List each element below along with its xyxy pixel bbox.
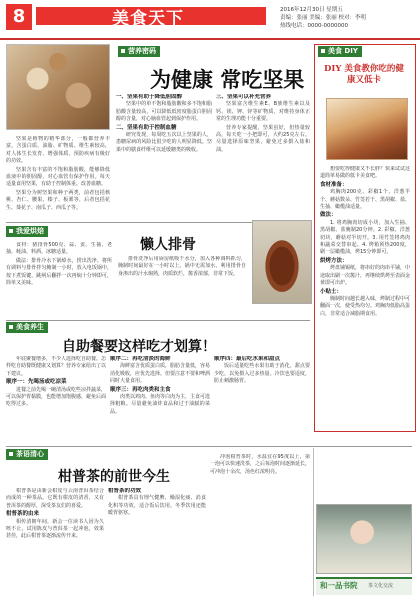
page-number: 8 xyxy=(6,4,32,30)
tag-baking: 我爱烘焙 xyxy=(6,226,48,237)
section-title: 美食天下 xyxy=(112,9,184,29)
ad-subtitle: 茶文化交流 xyxy=(368,583,394,589)
header-meta xyxy=(280,6,416,30)
health-para: 肉类以鸡肉、鱼肉等白肉为主，主食可选择粗粮。尽量避免油炸食品和过于油腻的菜品。 xyxy=(110,394,210,415)
ad-title: 和一品书院 xyxy=(320,581,358,590)
tea-column-2 xyxy=(108,488,206,594)
tea-column-1 xyxy=(6,488,104,594)
health-subhead: 顺序二：再吃清淡的海鲜 xyxy=(110,356,171,362)
nuts-para: 坚果含有丰富的不饱和脂肪酸，能够降低血液中的胆固醇，对心血管有保护作用。每天适量食用坚果，有助于控制体重、改善血糖。 xyxy=(6,166,110,188)
nuts-subhead: 三、坚果可以补充营养 xyxy=(216,94,272,100)
baking-headline: 懒人排骨 xyxy=(140,237,196,253)
nuts-column-1 xyxy=(6,136,110,240)
diy-subhead: 小贴士： xyxy=(320,288,343,295)
diy-subhead: 烘烤方法： xyxy=(320,257,348,264)
diy-subhead: 食材准备： xyxy=(320,181,348,188)
health-subhead: 顺序一：先喝汤或吃凉菜 xyxy=(6,379,67,386)
baking-ingredients: 食材：猪排骨500克、蒜、姜、生抽、老抽、蚝油、料酒、冰糖适量。 xyxy=(6,242,112,256)
nuts-subhead: 二、坚果有助于控制血糖 xyxy=(116,124,177,131)
tag-diy: 美食 DIY xyxy=(318,46,362,57)
health-subhead: 顺序三：再吃肉类和主食 xyxy=(110,386,171,393)
diy-subhead: 做法： xyxy=(320,212,337,219)
tea-column-3 xyxy=(210,454,310,594)
health-column-2 xyxy=(110,356,210,444)
diy-intro: 想要吃得健康又不长胖？快来试试这道简单易做的低卡美食吧。 xyxy=(320,166,410,180)
divider xyxy=(6,320,310,321)
page-header xyxy=(0,0,420,40)
health-headline: 自助餐要这样吃才划算！ xyxy=(62,339,216,355)
nuts-para: 坚果分为树坚果和种子两类，前者包括核桃、杏仁、腰果、榛子、板栗等，后者包括花生、葵花子、南瓜子、西瓜子等。 xyxy=(6,189,110,211)
baking-notes: 排骨洗净后用厨房纸吸干水分，加入各种调料抓匀，腌制时间最好在一小时以上。锅中无需加水，利用排骨自身渗出的汁水焖熟，肉质软烂，酱香浓郁，非常下饭。 xyxy=(118,256,246,277)
tea-para: 柑普茶具有理气健脾、燥湿化痰、消食化积等功效，适合饭后饮用。冬季饮用还能暖胃驱寒。 xyxy=(108,495,206,517)
health-para: 海鲜富含优质蛋白质，脂肪含量低，容易消化吸收，应优先选择。但要注意不要和啤酒同时大量食用。 xyxy=(110,363,210,385)
header-editors: 责编：张丽 美编：张丽 校对：李明 xyxy=(280,15,366,21)
nuts-para: 研究发现，每周吃五次以上坚果的人，患糖尿病的风险比很少吃的人明显降低。坚果中的膳食纤维可以延缓糖类的吸收。 xyxy=(116,132,212,153)
health-column-3 xyxy=(214,356,310,444)
skewer-photo xyxy=(326,98,408,160)
nuts-photo xyxy=(6,44,110,130)
tag-nutrition: 营养密码 xyxy=(118,46,160,57)
baking-column-2 xyxy=(118,256,246,318)
tea-headline: 柑普茶的前世今生 xyxy=(58,469,170,485)
diy-tip: 腌制时间越长越入味，烤制过程中可翻面一次，使受热均匀。鸡胸肉低脂高蛋白，非常适合减脂期食用。 xyxy=(320,295,410,317)
nuts-para: 坚果富含维生素E、B族维生素以及钙、镁、钾、锌等矿物质，对维持身体正常的生理功能十分重要。 xyxy=(216,101,310,123)
nuts-para: 营养专家提醒，坚果虽好，但热量较高，每天吃一小把即可，大约25克左右。尽量选择原味坚果，避免过多摄入盐和油。 xyxy=(216,124,310,153)
tea-subhead: 柑普茶的功效 xyxy=(108,488,142,494)
diy-ingredients: 鸡胸肉200克、彩椒1个、洋葱半个、蘑菇数朵、竹签若干、黑胡椒、盐、生抽、橄榄油适量。 xyxy=(320,189,410,211)
diy-steps: 1. 将鸡胸肉切成小块，加入生抽、黑胡椒、盐腌制20分钟。2. 彩椒、洋葱切块，蘑菇对半切开。3. 用竹签将鸡肉和蔬菜交替串起。4. 烤箱预热200度，刷一层橄榄油，烤15分钟即可。 xyxy=(320,219,410,256)
header-date: 2016年12月30日 星期五 xyxy=(280,7,343,13)
diy-headline: DIY 美食教你吃的健康又低卡 xyxy=(324,64,404,85)
header-hotline: 热线电话：0000-0000000 xyxy=(280,23,348,29)
health-subhead: 顺序四：最后吃水果和甜点 xyxy=(214,356,281,362)
health-intro: 年底聚餐增多，不少人选择吃自助餐。怎样吃自助餐既健康又划算？营养专家给出了以下建议。 xyxy=(6,356,106,377)
baking-column-1 xyxy=(6,242,112,318)
divider xyxy=(6,446,412,447)
column-divider xyxy=(313,448,314,596)
nuts-para: 坚果是植物的精华部分，一般都营养丰富，含蛋白质、油脂、矿物质、维生素较高，对人体生长发育、增强体质、预防疾病有极好的功效。 xyxy=(6,136,110,165)
health-column-1 xyxy=(6,356,106,444)
health-para: 饭后适量吃些水果有助于消化，甜点要少吃，以免摄入过多热量。冷饮也要适度，防止刺激肠胃。 xyxy=(214,363,310,385)
tag-health: 美食养生 xyxy=(6,322,48,333)
ribs-photo xyxy=(252,220,312,304)
health-para: 进餐之前先喝一碗清汤或吃些凉拌蔬菜，可以保护胃黏膜，也能增加饱腹感，避免后面吃得过多。 xyxy=(6,386,106,408)
nuts-subhead: 一、坚果有助于降低胆固醇 xyxy=(116,94,183,100)
diy-body xyxy=(320,166,410,428)
diy-steps-2: 烤盘铺锡纸，将串好的肉串平铺，中途取出刷一次酱汁，再继续烘烤至表面金黄即可出炉。 xyxy=(320,265,410,287)
nuts-para: 坚果中的单不饱和脂肪酸和多不饱和脂肪酸含量较高，可以降低低密度脂蛋白胆固醇的含量，对心脑血管起到保护作用。 xyxy=(116,101,212,123)
baking-steps: 做法：排骨冷水下锅焯水，捞出洗净。将所有调料与排骨拌匀腌制一小时，放入电饭锅中，按下煮饭键，跳闸后翻拌一次再焖十分钟即可，简单又美味。 xyxy=(6,257,112,287)
tag-tea: 茶语清心 xyxy=(6,449,48,460)
tea-para: 相传清朝年间，新会一位读书人因为久咳不止，试用陈皮与普洱茶一起冲泡，效果甚佳，此后柑普茶逐渐流传开来。 xyxy=(6,518,104,540)
tea-para: 柑普茶是由新会柑皮与云南普洱茶结合而成的一种茶品。它既有柑皮的清香，又有普洱茶的醇厚，深受茶友们的喜爱。 xyxy=(6,488,104,509)
nuts-headline: 为健康 常吃坚果 xyxy=(150,67,305,92)
nuts-column-2 xyxy=(116,94,212,216)
tea-subhead: 柑普茶的由来 xyxy=(6,511,40,518)
tea-photo xyxy=(316,504,412,574)
nuts-column-3 xyxy=(216,94,310,216)
tea-para: 冲泡柑普茶时，水温宜在95度以上，第一泡可以快速洗茶，之后每泡时间逐渐延长，可冲泡十余次，汤色红浓明亮。 xyxy=(210,454,310,475)
